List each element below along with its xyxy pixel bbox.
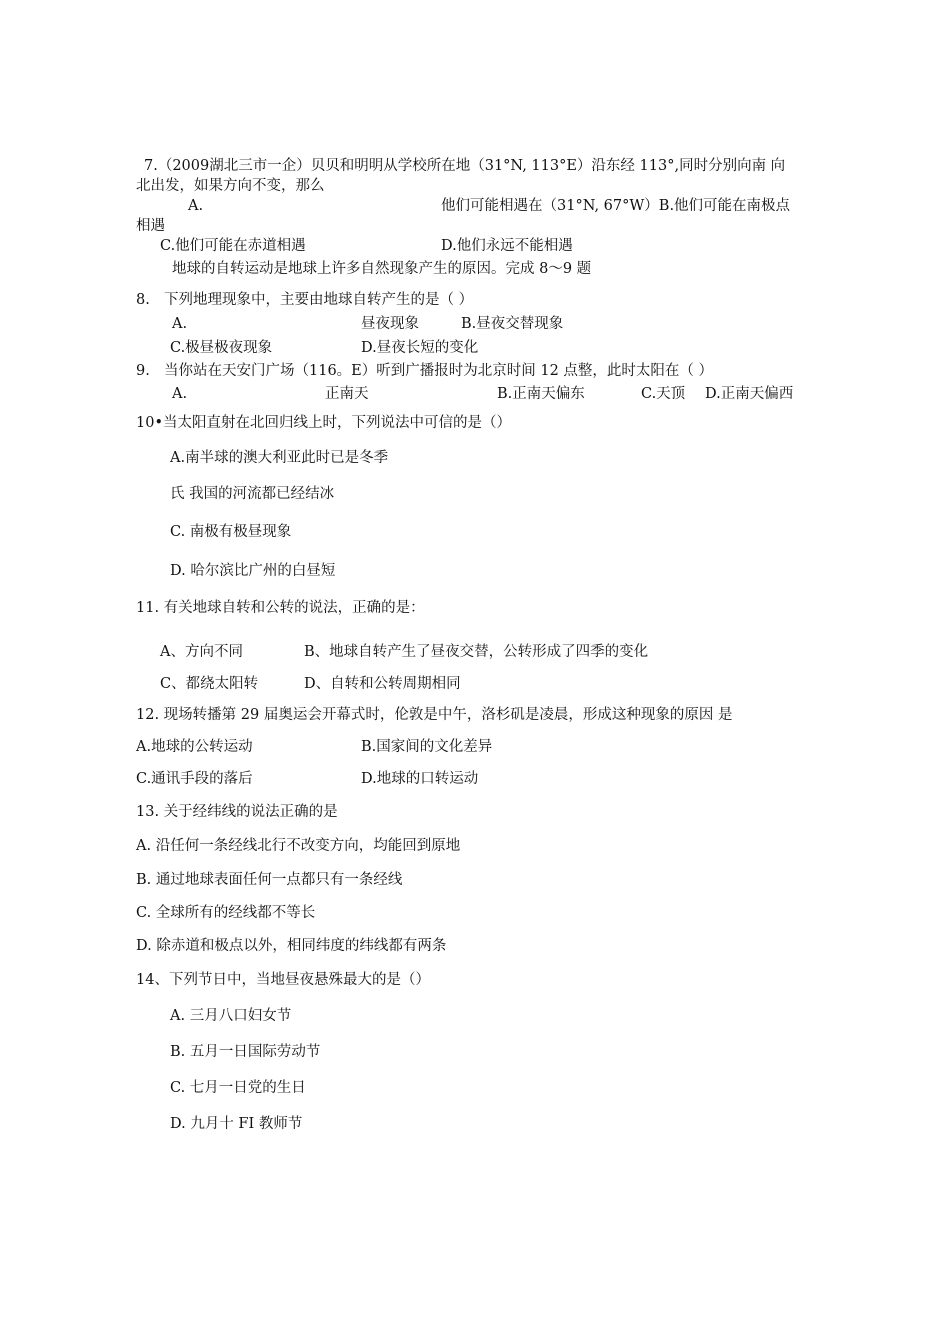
q8-option-b: B.昼夜交替现象: [461, 316, 564, 332]
q9-option-b: B.正南天偏东: [497, 386, 585, 402]
q11-option-c: C、都绕太阳转: [160, 676, 259, 692]
q12-option-b: B.国家间的文化差异: [361, 739, 493, 755]
q11-option-d: D、自转和公转周期相同: [304, 676, 461, 692]
q11-option-b: B、地球自转产生了昼夜交替，公转形成了四季的变化: [304, 644, 649, 660]
q13-option-c: C. 全球所有的经线都不等长: [136, 905, 316, 921]
q11-option-a: A、方向不同: [160, 644, 243, 660]
q9-option-a-text: 正南天: [325, 386, 369, 402]
q14-stem: 14、下列节日中，当地昼夜悬殊最大的是（）: [136, 972, 430, 988]
q10-option-b: 氏 我国的河流都已经结冰: [170, 486, 335, 502]
q8-option-a-text: 昼夜现象: [361, 316, 419, 332]
q7-stem-line2: 北出发，如果方向不变，那么: [136, 178, 325, 194]
q14-option-b: B. 五月一日国际劳动节: [170, 1044, 321, 1060]
q9-option-d: D.正南天偏西: [705, 386, 794, 402]
q8-number: 8.: [136, 292, 150, 308]
q9-stem: 当你站在天安门广场（116。E）听到广播报时为北京时间 12 点整，此时太阳在（ ）: [164, 363, 714, 379]
q7-option-a-label: A.: [188, 198, 204, 214]
q12-option-d: D.地球的口转运动: [361, 771, 479, 787]
q7-option-d: D.他们永远不能相遇: [441, 238, 573, 254]
q14-option-c: C. 七月一日党的生日: [170, 1080, 306, 1096]
q8-option-a-label: A.: [172, 316, 188, 332]
q7-stem-line1: 7.（2009湖北三市一企）贝贝和明明从学校所在地（31°N, 113°E）沿东经 113°,同时分别向南 向: [144, 158, 786, 174]
q7-option-c: C.他们可能在赤道相遇: [160, 238, 306, 254]
q13-option-b: B. 通过地球表面任何一点都只有一条经线: [136, 872, 403, 888]
intro-8-9: 地球的自转运动是地球上许多自然现象产生的原因。完成 8〜9 题: [172, 261, 592, 277]
q10-option-d: D. 哈尔滨比广州的白昼短: [170, 563, 336, 579]
q12-stem: 12. 现场转播第 29 届奥运会开幕式时，伦敦是中午，洛杉矶是凌晨，形成这种现象的原因 是: [136, 707, 733, 723]
q13-option-d: D. 除赤道和极点以外，相同纬度的纬线都有两条: [136, 938, 447, 954]
q9-option-c: C.天顶: [641, 386, 686, 402]
q10-option-c: C. 南极有极昼现象: [170, 524, 292, 540]
q14-option-a: A. 三月八口妇女节: [170, 1008, 292, 1024]
q13-stem: 13. 关于经纬线的说法正确的是: [136, 804, 338, 820]
q7-option-a-text: 他们可能相遇在（31°N, 67°W）B.他们可能在南极点: [441, 198, 791, 214]
q9-number: 9.: [136, 363, 150, 379]
q12-option-a: A.地球的公转运动: [136, 739, 253, 755]
q13-option-a: A. 沿任何一条经线北行不改变方向，均能回到原地: [136, 838, 461, 854]
q10-stem: 10•当太阳直射在北回归线上时，下列说法中可信的是（）: [136, 415, 512, 431]
q8-stem: 下列地理现象中，主要由地球自转产生的是（ ）: [164, 292, 474, 308]
q8-option-c: C.极昼极夜现象: [170, 340, 273, 356]
q9-option-a-label: A.: [172, 386, 188, 402]
q7-option-a-continued: 相遇: [136, 218, 165, 234]
q10-option-a: A.南半球的澳大利亚此时已是冬季: [170, 450, 389, 466]
q14-option-d: D. 九月十 FI 教师节: [170, 1116, 303, 1132]
q11-stem: 11. 有关地球自转和公转的说法，正确的是：: [136, 600, 425, 616]
q8-option-d: D.昼夜长短的变化: [361, 340, 479, 356]
q12-option-c: C.通讯手段的落后: [136, 771, 253, 787]
